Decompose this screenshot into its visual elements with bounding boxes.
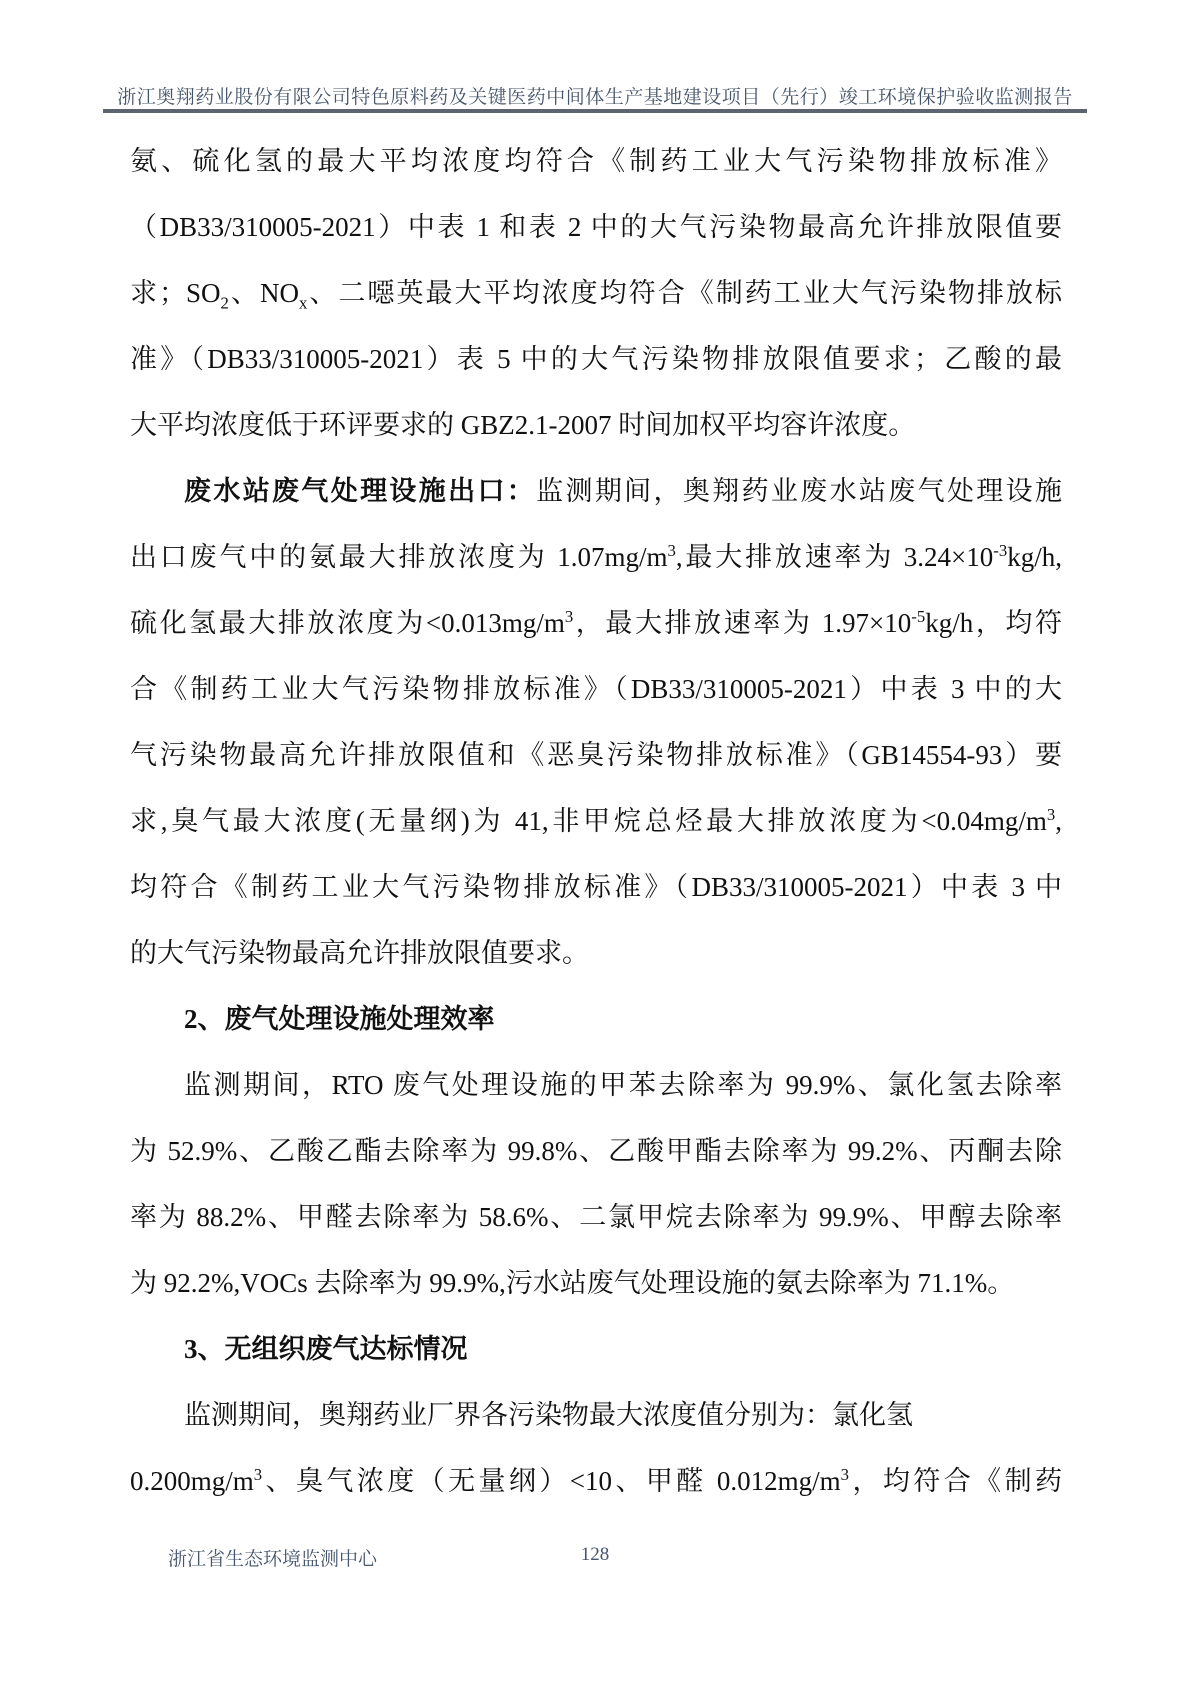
text-line [130,260,1062,326]
text-line [130,194,1062,260]
text-line [130,920,1062,986]
text-line [130,722,1062,788]
text-segment: 3、无组织废气达标情况 [184,1334,468,1364]
text-segment: 准》（DB33/310005-2021）表 5 中的大气污染物排放限值要求；乙酸的最 [130,344,1062,374]
text-segment: ，均符合《制药 [849,1466,1062,1496]
text-segment: 3 [667,541,676,560]
text-segment: （DB33/310005-2021）中表 1 和表 2 中的大气污染物最高允许排放限值要 [130,212,1062,242]
text-segment: 监测期间，奥翔药业废水站废气处理设施 [536,476,1063,506]
text-line [130,1118,1062,1184]
text-segment: 硫化氢最大排放浓度为<0.013mg/m [130,608,565,638]
text-segment: 出口废气中的氨最大排放浓度为 1.07mg/m [130,542,668,572]
footer-organization: 浙江省生态环境监测中心 [168,1549,378,1570]
text-segment: 废水站废气处理设施出口： [184,476,537,506]
text-segment: 3 [564,607,574,626]
text-segment: 氨、硫化氢的最大平均浓度均符合《制药工业大气污染物排放标准》 [130,146,1062,176]
text-line [130,1448,1062,1514]
text-line [130,1382,1062,1448]
text-segment: 为 92.2%,VOCs 去除率为 99.9%,污水站废气处理设施的氨去除率为 71.1%。 [130,1268,1015,1298]
text-segment: 、臭气浓度（无量纲）<10、甲醛 0.012mg/m [262,1466,841,1496]
page-header-title: 浙江奥翔药业股份有限公司特色原料药及关键医药中间体生产基地建设项目（先行）竣工环境保护验收监测报告 [117,87,1073,108]
document-body [130,128,1062,1514]
text-line [130,524,1062,590]
text-segment: 2、废气处理设施处理效率 [184,1004,495,1034]
text-line [130,1184,1062,1250]
text-segment: 为 52.9%、乙酸乙酯去除率为 99.8%、乙酸甲酯去除率为 99.2%、丙酮去除 [130,1136,1062,1166]
text-segment: 监测期间，RTO 废气处理设施的甲苯去除率为 99.9%、氯化氢去除率 [184,1070,1062,1100]
text-segment: x [298,293,308,313]
text-segment: 均符合《制药工业大气污染物排放标准》（DB33/310005-2021）中表 3 中 [130,872,1062,902]
text-segment: kg/h, [1007,542,1062,572]
text-segment: 3 [253,1465,263,1484]
text-segment: ，最大排放速率为 1.97×10 [573,608,912,638]
text-segment: 气污染物最高允许排放限值和《恶臭污染物排放标准》（GB14554-93）要 [130,740,1062,770]
text-segment: 大平均浓度低于环评要求的 GBZ2.1-2007 时间加权平均容许浓度。 [130,410,916,440]
text-segment: 求,臭气最大浓度(无量纲)为 41,非甲烷总烃最大排放浓度为<0.04mg/m [130,806,1047,836]
text-line [130,128,1062,194]
text-segment: 3 [1046,805,1056,824]
text-segment: kg/h，均符 [925,608,1062,638]
text-segment: 的大气污染物最高允许排放限值要求。 [130,938,589,968]
text-segment: 0.200mg/m [130,1466,254,1496]
text-segment: 、二噁英最大平均浓度均符合《制药工业大气污染物排放标 [307,278,1063,308]
section-heading [130,986,1062,1052]
text-segment: 求；SO [130,278,221,308]
text-line [130,656,1062,722]
text-segment: 率为 88.2%、甲醛去除率为 58.6%、二氯甲烷去除率为 99.9%、甲醇去除率 [130,1202,1062,1232]
text-line [130,326,1062,392]
text-segment: 2 [220,293,229,313]
text-segment: 合《制药工业大气污染物排放标准》（DB33/310005-2021）中表 3 中的大 [130,674,1062,704]
text-segment: 监测期间，奥翔药业厂界各污染物最大浓度值分别为：氯化氢 [184,1400,913,1430]
text-line [130,392,1062,458]
text-line [130,590,1062,656]
section-heading [130,1316,1062,1382]
text-segment: -5 [911,607,926,626]
header-rule-divider [103,109,1087,113]
text-line [130,1250,1062,1316]
footer-page-number: 128 [580,1544,610,1565]
text-line [130,854,1062,920]
text-segment: 、NO [228,278,299,308]
text-line [130,1052,1062,1118]
text-segment: , [1055,806,1062,836]
text-segment: 3 [840,1465,850,1484]
text-line [130,458,1062,524]
text-segment: -3 [993,541,1008,560]
text-line [130,788,1062,854]
text-segment: ,最大排放速率为 3.24×10 [675,542,994,572]
